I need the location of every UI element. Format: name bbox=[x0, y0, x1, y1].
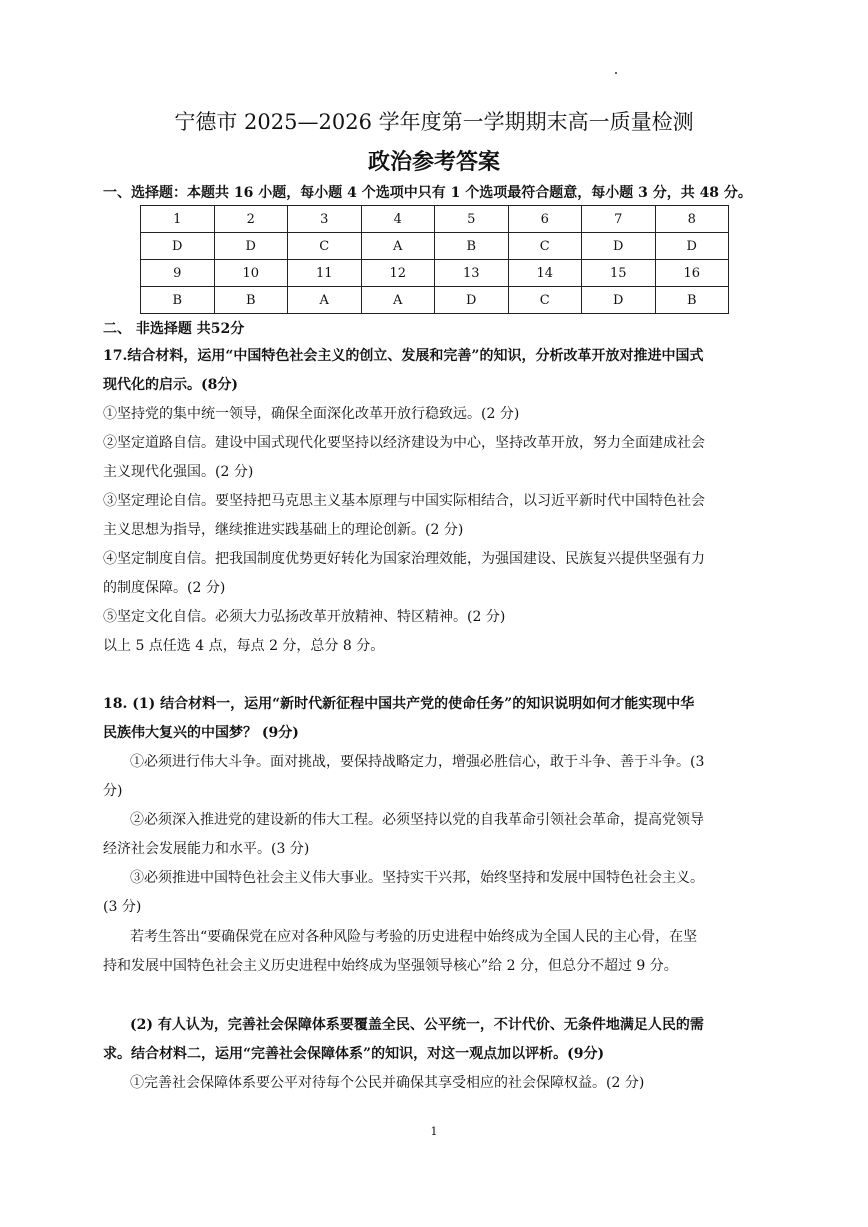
table-cell: D bbox=[582, 287, 656, 314]
table-cell: D bbox=[655, 233, 729, 260]
table-cell: 13 bbox=[435, 260, 509, 287]
table-cell: 2 bbox=[214, 206, 288, 233]
q18-2-prompt: (2) 有人认为，完善社会保障体系要覆盖全民、公平统一，不计代价、无条件地满足人民的需 bbox=[130, 1017, 704, 1033]
table-row bbox=[141, 206, 729, 233]
table-cell: 6 bbox=[508, 206, 582, 233]
answer-table bbox=[140, 205, 729, 314]
table-cell: 9 bbox=[141, 260, 215, 287]
table-cell: A bbox=[288, 287, 362, 314]
table-cell: A bbox=[361, 233, 435, 260]
section1-heading: 一、选择题：本题共 16 小题，每小题 4 个选项中只有 1 个选项最符合题意，每小题 3 分，共 48 分。 bbox=[103, 185, 752, 201]
q18-1-note-cont: 持和发展中国特色社会主义历史进程中始终成为坚强领导核心”给 2 分，但总分不超过 9 分。 bbox=[103, 958, 678, 974]
q17-prompt-cont: 现代化的启示。(8分) bbox=[103, 377, 238, 393]
table-cell: B bbox=[655, 287, 729, 314]
q18-1-point-1: ①必须进行伟大斗争。面对挑战，要保持战略定力，增强必胜信心，敢于斗争、善于斗争。(3 bbox=[130, 754, 705, 770]
table-cell: C bbox=[508, 287, 582, 314]
q18-1-point-2-cont: 经济社会发展能力和水平。(3 分) bbox=[103, 841, 310, 857]
q18-1-point-1-cont: 分) bbox=[103, 783, 123, 799]
table-cell: D bbox=[582, 233, 656, 260]
table-cell: 16 bbox=[655, 260, 729, 287]
table-cell: A bbox=[361, 287, 435, 314]
table-row bbox=[141, 287, 729, 314]
table-cell: 8 bbox=[655, 206, 729, 233]
document-subtitle: 政治参考答案 bbox=[367, 149, 500, 175]
q17-point-2: ②坚定道路自信。建设中国式现代化要坚持以经济建设为中心，坚持改革开放，努力全面建成社会 bbox=[103, 435, 705, 451]
table-cell: 7 bbox=[582, 206, 656, 233]
section2-heading: 二、 非选择题 共52分 bbox=[103, 321, 245, 337]
table-cell: 11 bbox=[288, 260, 362, 287]
table-cell: D bbox=[141, 233, 215, 260]
table-cell: 1 bbox=[141, 206, 215, 233]
table-cell: B bbox=[214, 287, 288, 314]
q17-point-5: ⑤坚定文化自信。必须大力弘扬改革开放精神、特区精神。(2 分) bbox=[103, 609, 506, 625]
q18-1-prompt: 18. (1) 结合材料一，运用“新时代新征程中国共产党的使命任务”的知识说明如何才能实现中华 bbox=[103, 696, 695, 712]
q17-point-4: ④坚定制度自信。把我国制度优势更好转化为国家治理效能，为强国建设、民族复兴提供坚强有力 bbox=[103, 551, 705, 567]
table-cell: 15 bbox=[582, 260, 656, 287]
q18-1-note: 若考生答出“要确保党在应对各种风险与考验的历史进程中始终成为全国人民的主心骨，在坚 bbox=[130, 929, 698, 945]
q17-point-4-cont: 的制度保障。(2 分) bbox=[103, 580, 226, 596]
table-cell: C bbox=[508, 233, 582, 260]
table-cell: 3 bbox=[288, 206, 362, 233]
q18-1-point-3: ③必须推进中国特色社会主义伟大事业。坚持实干兴邦，始终坚持和发展中国特色社会主义。 bbox=[130, 870, 704, 886]
q17-point-1: ①坚持党的集中统一领导，确保全面深化改革开放行稳致远。(2 分) bbox=[103, 406, 520, 422]
q17-point-3: ③坚定理论自信。要坚持把马克思主义基本原理与中国实际相结合，以习近平新时代中国特色社会 bbox=[103, 493, 705, 509]
q18-1-prompt-cont: 民族伟大复兴的中国梦？ (9分) bbox=[103, 725, 299, 741]
document-title: 宁德市 2025—2026 学年度第一学期期末高一质量检测 bbox=[174, 110, 694, 134]
table-cell: D bbox=[435, 287, 509, 314]
table-cell: 10 bbox=[214, 260, 288, 287]
table-cell: C bbox=[288, 233, 362, 260]
q17-scoring: 以上 5 点任选 4 点，每点 2 分，总分 8 分。 bbox=[103, 638, 385, 654]
q18-2-prompt-cont: 求。结合材料二，运用“完善社会保障体系”的知识，对这一观点加以评析。(9分) bbox=[103, 1046, 605, 1062]
table-row bbox=[141, 260, 729, 287]
page-number: 1 bbox=[430, 1125, 438, 1138]
q17-point-2-cont: 主义现代化强国。(2 分) bbox=[103, 464, 254, 480]
q18-1-point-3-cont: (3 分) bbox=[103, 899, 142, 915]
q18-2-point-1: ①完善社会保障体系要公平对待每个公民并确保其享受相应的社会保障权益。(2 分) bbox=[130, 1075, 645, 1091]
q18-1-point-2: ②必须深入推进党的建设新的伟大工程。必须坚持以党的自我革命引领社会革命，提高党领导 bbox=[130, 812, 704, 828]
table-row bbox=[141, 233, 729, 260]
table-cell: B bbox=[435, 233, 509, 260]
q17-point-3-cont: 主义思想为指导，继续推进实践基础上的理论创新。(2 分) bbox=[103, 522, 464, 538]
table-cell: 14 bbox=[508, 260, 582, 287]
table-cell: 5 bbox=[435, 206, 509, 233]
table-cell: B bbox=[141, 287, 215, 314]
table-cell: 12 bbox=[361, 260, 435, 287]
table-cell: 4 bbox=[361, 206, 435, 233]
table-cell: D bbox=[214, 233, 288, 260]
scan-dot bbox=[615, 72, 617, 74]
q17-prompt: 17.结合材料，运用“中国特色社会主义的创立、发展和完善”的知识，分析改革开放对推进中国式 bbox=[103, 348, 704, 364]
